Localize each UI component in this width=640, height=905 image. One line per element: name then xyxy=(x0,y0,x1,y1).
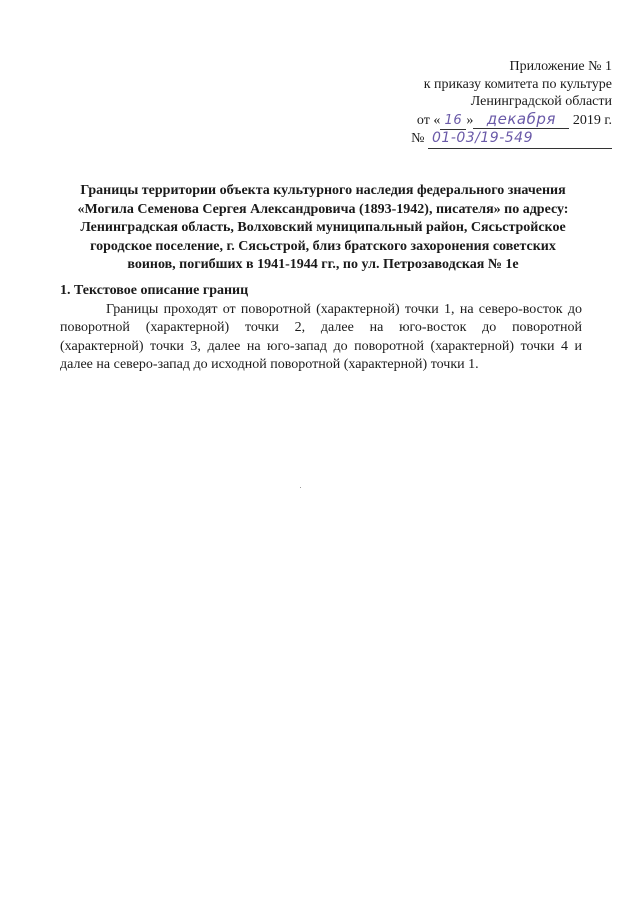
paragraph-line: (характерной) точки 3, далее на юго-запад до поворотной (характерной) точки 4 и xyxy=(60,338,582,354)
appendix-region: Ленинградской области xyxy=(470,94,612,109)
section-heading: 1. Текстовое описание границ xyxy=(60,283,249,298)
title-line: городское поселение, г. Сясьстрой, близ братского захоронения советских xyxy=(90,238,556,254)
paragraph-line: Границы проходят от поворотной (характерной) точки 1, на северо-восток до xyxy=(106,301,582,317)
title-line: «Могила Семенова Сергея Александровича (1893-1942), писателя» по адресу: xyxy=(77,201,569,217)
date-day-handwritten: 16 xyxy=(440,112,466,131)
scan-speck xyxy=(300,487,301,488)
appendix-order-reference: к приказу комитета по культуре xyxy=(423,76,612,92)
boundary-description-section xyxy=(60,282,582,375)
date-prefix: от « xyxy=(416,112,441,128)
appendix-header xyxy=(292,58,612,149)
appendix-date-line xyxy=(292,111,612,131)
appendix-number-line xyxy=(292,130,612,149)
date-month-handwritten: декабря xyxy=(473,111,569,130)
title-line: Ленинградская область, Волховский муниципальный район, Сясьстройское xyxy=(80,220,566,235)
date-year: 2019 г. xyxy=(572,112,612,128)
boundary-description-paragraph xyxy=(60,301,582,375)
order-number-handwritten: 01-03/19-549 xyxy=(428,130,612,149)
paragraph-line: поворотной (характерной) точки 2, далее на юго-восток до поворотной xyxy=(60,320,582,335)
number-prefix: № xyxy=(411,131,425,146)
title-line: Границы территории объекта культурного наследия федерального значения xyxy=(80,183,566,198)
document-title xyxy=(62,182,584,275)
title-line: воинов, погибших в 1941-1944 гг., по ул. Петрозаводская № 1е xyxy=(127,257,519,272)
date-mid: » xyxy=(466,112,474,128)
appendix-title: Приложение № 1 xyxy=(509,59,612,74)
paragraph-line: далее на северо-запад до исходной поворотной (характерной) точки 1. xyxy=(60,357,479,372)
